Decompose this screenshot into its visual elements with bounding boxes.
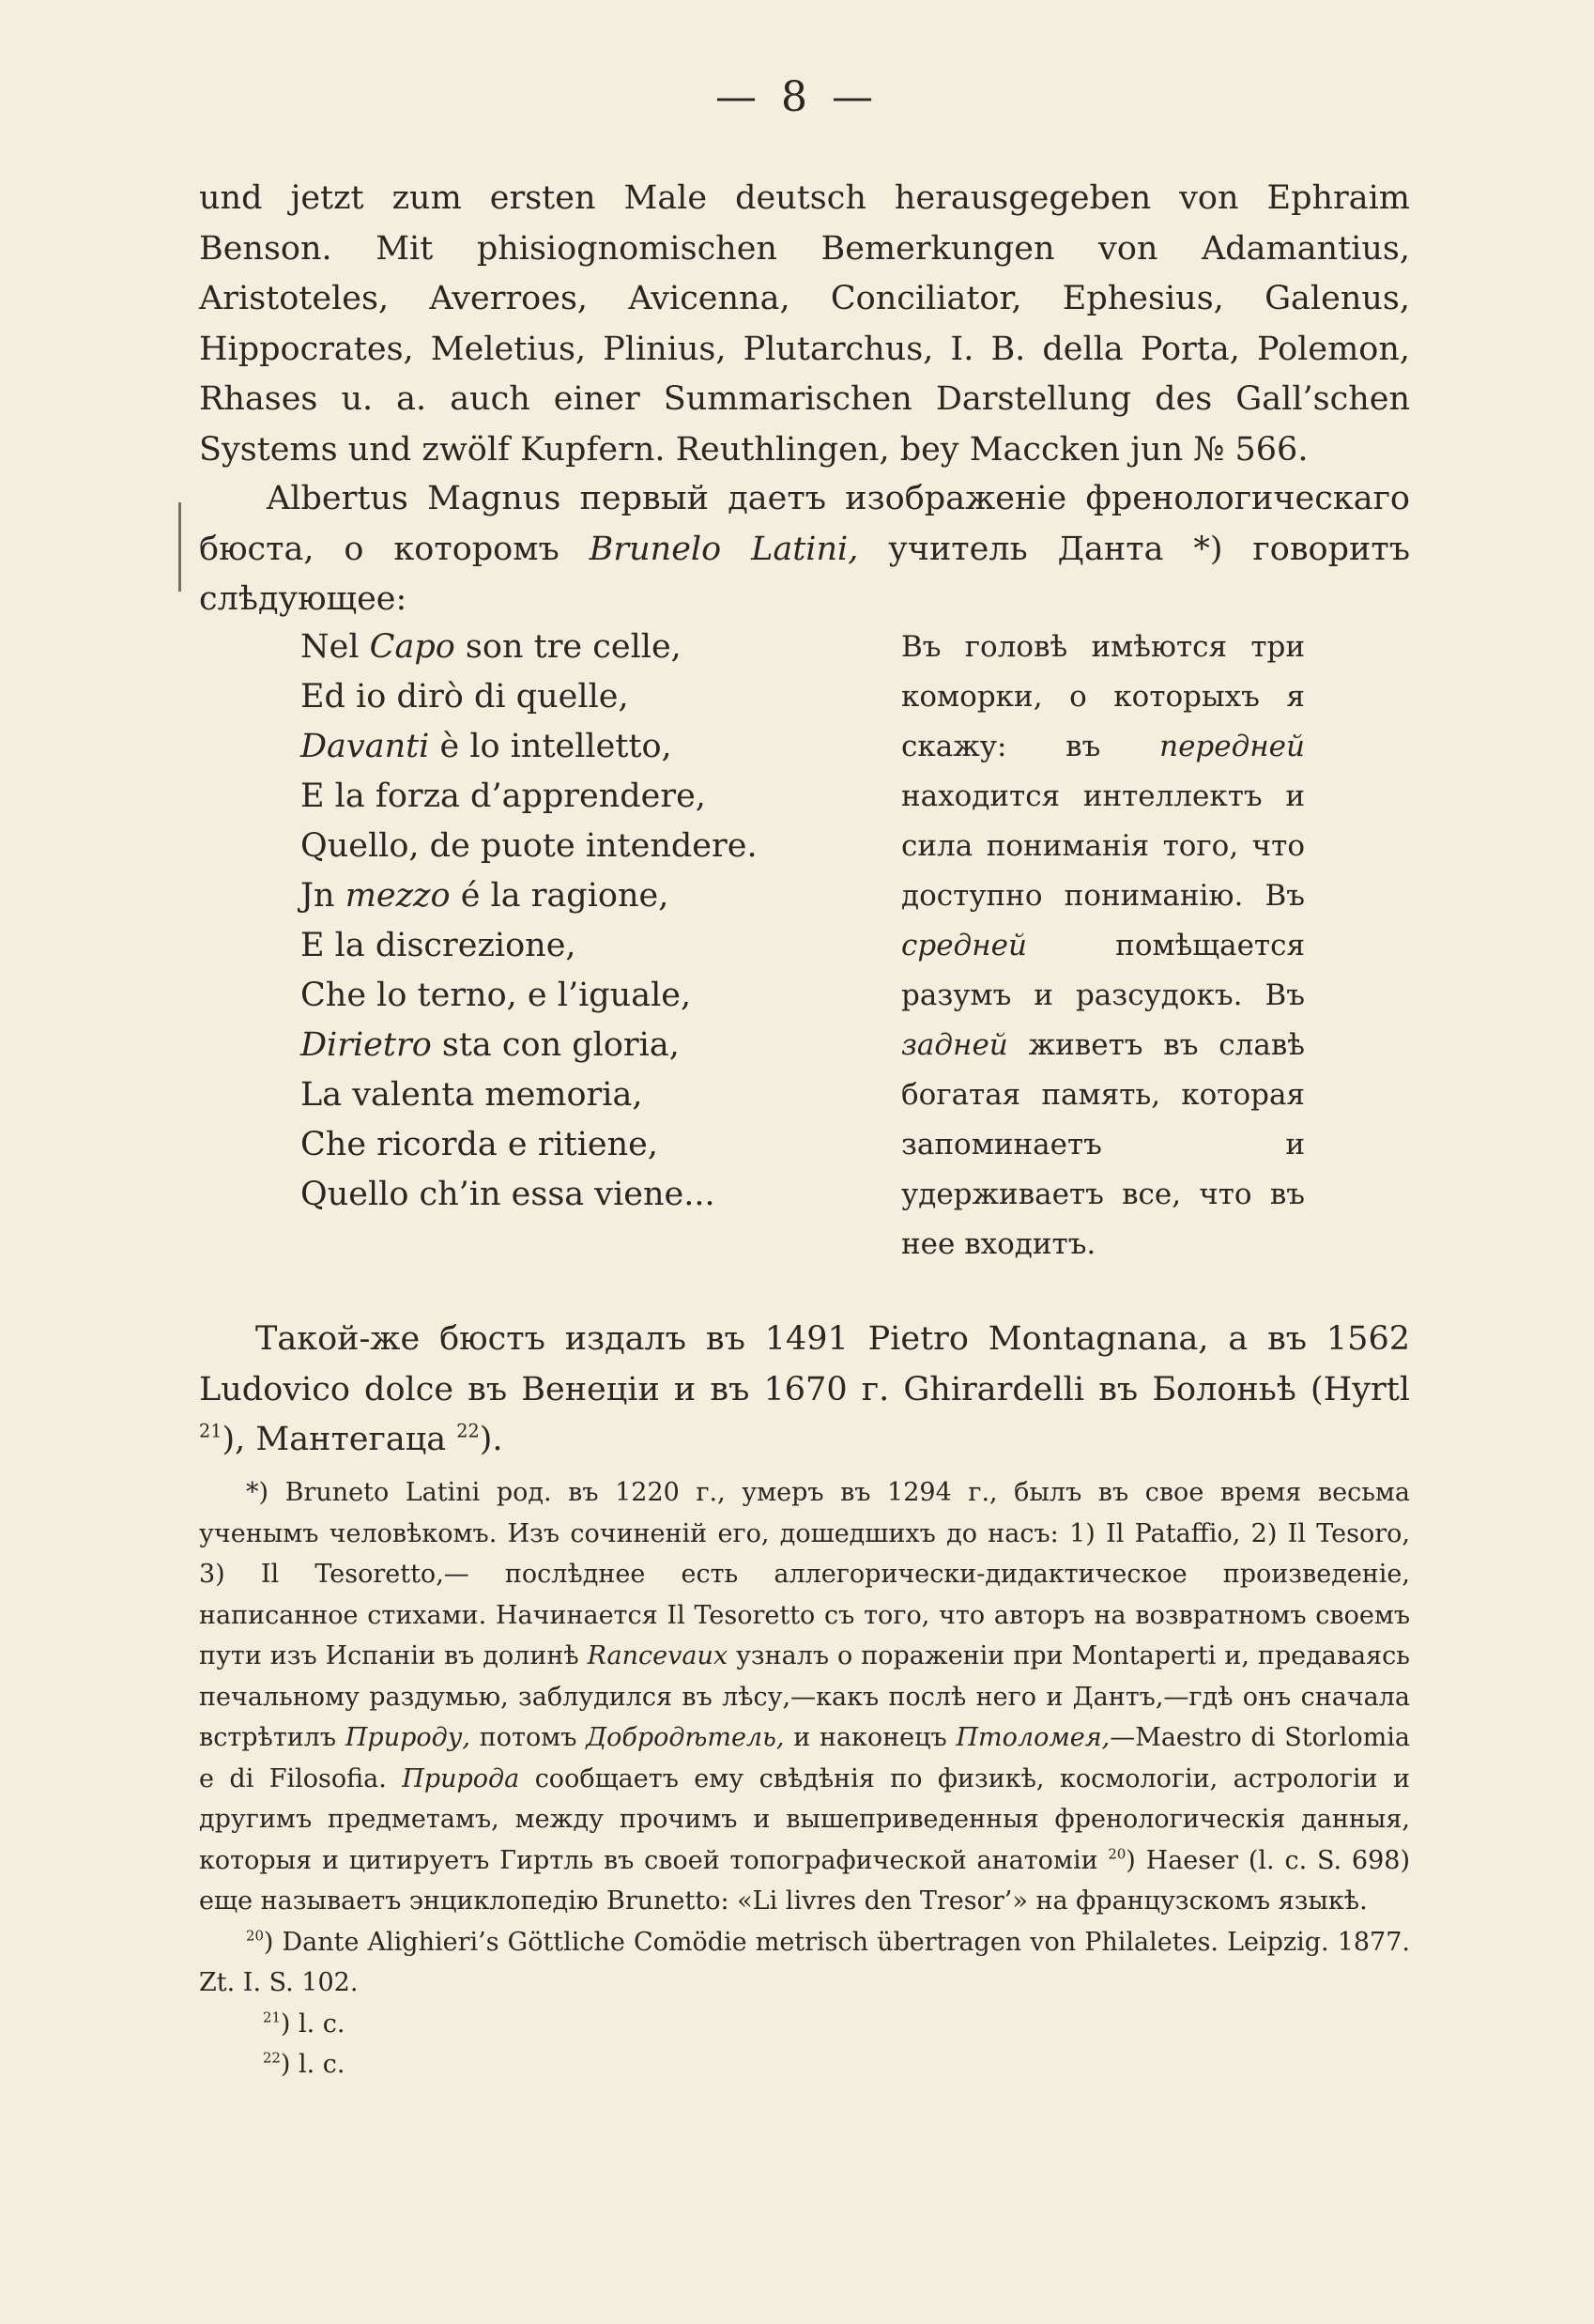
poem-line <box>300 871 789 921</box>
fn-part: узналъ о пораженіи при Montaperti и, предаваясь печальному раздумью, заблудился въ лѣсу,—какъ послѣ него и Дантъ,—гдѣ онъ сначала встрѣтилъ <box>199 1641 1410 1752</box>
fn-italic: Природу, <box>345 1723 470 1752</box>
fn-italic: Природа <box>402 1763 520 1793</box>
fn-part: и наконецъ <box>784 1723 957 1752</box>
footnote-22 <box>263 2044 1410 2085</box>
albertus-paragraph <box>199 474 1410 625</box>
translation-text <box>901 623 1305 1270</box>
poem-line <box>300 672 789 722</box>
poem-text: Nel <box>300 628 370 666</box>
footnote-ref: 22 <box>456 1420 480 1442</box>
poem-text: Quello ch’in essa viene... <box>300 1176 715 1213</box>
poem-line <box>300 921 789 971</box>
footnote-ref: 21 <box>199 1420 222 1442</box>
poem-text: Jn <box>300 877 345 915</box>
poem-line <box>300 623 789 672</box>
poem-italic: Dirietro <box>300 1026 432 1064</box>
fn-italic: Добродѣтель, <box>586 1723 785 1752</box>
bust-text <box>199 1315 1410 1466</box>
poem-italic: mezzo <box>345 877 451 915</box>
poem-line <box>300 1021 789 1070</box>
footnote-21 <box>263 2004 1410 2045</box>
poem-text: è lo intelletto, <box>429 728 672 765</box>
footnote-marker: 21 <box>263 2008 281 2026</box>
translation-italic: средней <box>901 929 1027 962</box>
poem-text: Ed io dirò di quelle, <box>300 678 629 716</box>
fn-italic: Птоломея, <box>956 1723 1111 1752</box>
fn-italic: Rancevaux <box>587 1641 728 1670</box>
page-number: — 8 — <box>715 73 879 121</box>
intro-text: und jetzt zum ersten Male deutsch herausgegeben von Ephraim Benson. Mit phisiognomischen Bemerkungen von Adamantius, Aristoteles, Averroes, Avicenna, Conciliator, Ephesius, Galenus, Hippocrates, Meletius, Plinius, Plutarchus, I. B. della Porta, Polemon, Rhases u. a. auch einer Summarischen Darstellung des Gall’schen Systems und zwölf Kupfern. Reuthlingen, bey Maccken jun № 566. <box>199 179 1410 469</box>
poem-line <box>300 772 789 822</box>
footnote-star <box>199 1472 1410 1922</box>
italian-poem <box>300 623 789 1220</box>
translation-italic: задней <box>901 1028 1008 1062</box>
translation-italic: передней <box>1159 730 1305 763</box>
poem-line <box>300 1170 789 1220</box>
poem-text: sta con gloria, <box>431 1026 680 1064</box>
fn-part: ) Haeser (l. c. S. 698) еще называетъ энциклопедію Brunetto: «Li livres den Tresor’» на французскомъ языкѣ. <box>199 1845 1410 1916</box>
bust-text-part: ). <box>479 1421 503 1458</box>
poem-line <box>300 971 789 1021</box>
albertus-start: Albertus Magnus первый даетъ изображеніе френологическаго бюста, о которомъ <box>199 480 1410 568</box>
brunelo-latini-name: Brunelo Latini, <box>589 530 859 568</box>
poem-text: Che lo terno, e l’iguale, <box>300 977 692 1014</box>
footnote-marker: 20 <box>246 1927 264 1945</box>
footnotes <box>199 1472 1410 2085</box>
poem-italic: Capo <box>369 628 455 666</box>
footnote-20 <box>199 1922 1410 2004</box>
translation-part: помѣщается разумъ и разсудокъ. Въ <box>901 929 1305 1012</box>
poem-text: son tre celle, <box>454 628 682 666</box>
fn-part: —Maestro di Storlomia e di Filosofia. <box>199 1723 1410 1793</box>
translation-part: живетъ въ славѣ богатая память, которая запоминаетъ и удерживаетъ все, что въ нее входитъ. <box>901 1028 1305 1261</box>
poem-text: La valenta memoria, <box>300 1076 643 1114</box>
intro-paragraph <box>199 174 1410 475</box>
fn-part: потомъ <box>470 1723 587 1752</box>
poem-line <box>300 1120 789 1170</box>
footnote-marker: 22 <box>263 2049 281 2067</box>
footnote-20-text: ) Dante Alighieri’s Göttliche Comödie metrisch übertragen von Philaletes. Leipzig. 1877. Zt. I. S. 102. <box>199 1927 1410 1997</box>
poem-line <box>300 1070 789 1120</box>
poem-text: E la forza d’apprendere, <box>300 777 706 815</box>
poem-line <box>300 822 789 871</box>
poem-italic: Davanti <box>300 728 430 765</box>
translation-part: Въ головѣ имѣются три коморки, о которыхъ я скажу: въ <box>901 630 1305 763</box>
fn-part: *) Bruneto Latini род. въ 1220 г., умеръ въ 1294 г., былъ въ свое время весьма ученымъ человѣкомъ. Изъ сочиненій его, дошедшихъ до насъ: 1) Il Pataffio, 2) Il Tesoro, 3) Il Tesoretto,— послѣднее есть аллегорически-дидактическое произведеніе, написанное стихами. Начинается Il Tesoretto съ того, что авторъ на возвратномъ своемъ пути изъ Испаніи въ долинѣ <box>199 1478 1410 1670</box>
margin-pencil-mark <box>178 502 181 592</box>
albertus-end: учитель Данта *) говоритъ слѣдующее: <box>199 530 1410 618</box>
fn-part: сообщаетъ ему свѣдѣнія по физикѣ, космологіи, астрологіи и другимъ предметамъ, между прочимъ и вышеприведенныя френологическія данныя, которыя и цитируетъ Гиртль въ своей топографической анатоміи <box>199 1763 1410 1875</box>
poem-text: E la discrezione, <box>300 927 576 964</box>
poem-text: Che ricorda e ritiene, <box>300 1126 659 1163</box>
russian-translation <box>901 623 1305 1270</box>
footnote-21-text: ) l. c. <box>280 2008 345 2039</box>
footnote-22-text: ) l. c. <box>280 2050 345 2079</box>
poem-text: Quello, de puote intendere. <box>300 827 758 865</box>
bust-text-part: Такой-же бюстъ издалъ въ 1491 Pietro Montagnana, а въ 1562 Ludovico dolce въ Венеціи и въ 1670 г. Ghirardelli въ Болоньѣ (Hyrtl <box>199 1320 1410 1408</box>
bust-paragraph <box>199 1315 1410 1466</box>
poem-line <box>300 722 789 772</box>
footnote-ref: 20 <box>1108 1845 1127 1863</box>
bust-text-part: ), Мантегаца <box>222 1421 457 1458</box>
albertus-text <box>199 474 1410 625</box>
poem-text: é la ragione, <box>450 877 669 915</box>
translation-part: находится интеллектъ и сила пониманія того, что доступно пониманію. Въ <box>901 779 1305 913</box>
